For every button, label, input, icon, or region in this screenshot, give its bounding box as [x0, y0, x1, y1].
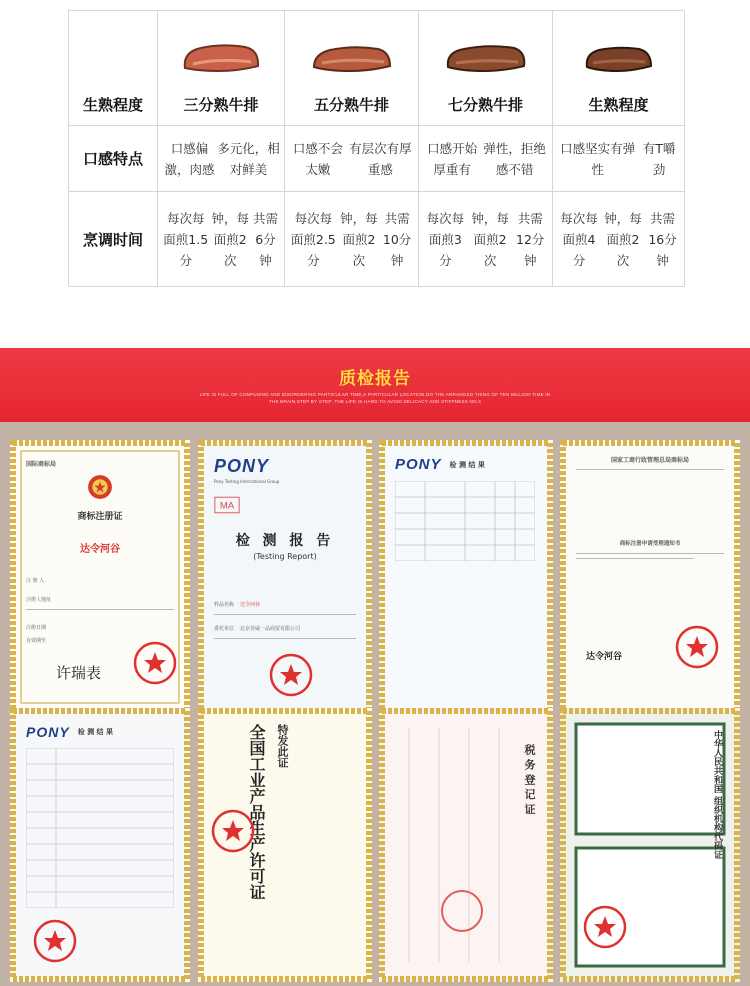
client-value: 北京谷威一品商贸有限公司 [240, 626, 301, 632]
client-label: 委托单位 [214, 626, 235, 632]
row-label-taste: 口感特点 [69, 126, 158, 192]
certificate-test-result-1 [379, 440, 553, 714]
cert-title-en: (Testing Report) [253, 552, 317, 561]
cert-title: 商标注册申请受理通知书 [619, 541, 681, 547]
row-label-cook-time: 烹调时间 [69, 192, 158, 287]
cert-field-address: 注册人地址 [26, 597, 52, 603]
steak-rare-icon [179, 40, 263, 74]
steak-medium-well-icon [444, 40, 528, 74]
steak-image-2 [285, 11, 419, 83]
cert-line2: 特发此证 [276, 724, 289, 768]
cert-field-date: 注册日期 [26, 625, 47, 631]
cert-field-registrant: 注 册 人 [26, 578, 45, 584]
column-header-4: 生熟程度 [553, 83, 685, 126]
red-seal-icon [674, 624, 720, 670]
taste-cell-3: 口感开始厚重有 弹性，拒绝感不错 [419, 126, 553, 192]
cert-title: 检 测 结 果 [449, 460, 485, 469]
certificate-organization-code [560, 708, 740, 982]
certificate-test-result-2 [10, 708, 190, 982]
table-corner [69, 11, 158, 83]
steak-image-4 [553, 11, 685, 83]
svg-text:MA: MA [219, 500, 235, 512]
cert-title: 检 测 结 果 [77, 728, 113, 736]
cert-title: 检 测 报 告 [235, 533, 335, 549]
quality-report-banner [0, 348, 750, 422]
sample-name-label: 样品名称 [214, 602, 235, 608]
cert-brand: 达令河谷 [586, 652, 623, 662]
cert-header: 国际商标局 [26, 461, 57, 468]
banner-subtitle: LIFE IS FULL OF CONFUSING AND DISORDERING PARTICULAR TIME,A PARTICULAR LOCATION,DO THE ARRANGED THING OF TEN MILLION TIME IN THE BRAIN,STEP BY STEP ,THE LIFE IS HARD TO AVOID DELICACY AND STIFFNESS NO.6 [199, 392, 551, 404]
taste-cell-2: 口感不会太嫩 有层次有厚重感 [285, 126, 419, 192]
steak-well-done-icon [577, 40, 661, 74]
certificate-trademark-notice [560, 440, 740, 714]
column-header-3: 七分熟牛排 [419, 83, 553, 126]
national-emblem-icon [86, 473, 114, 501]
sample-name-value: 达令河谷 [240, 602, 261, 608]
result-table-icon [395, 481, 535, 561]
certificate-testing-report [198, 440, 372, 714]
cert-title: 中华人民共和国 组织机构代码证 [712, 730, 722, 860]
red-seal-icon [32, 918, 78, 964]
column-header-1: 三分熟牛排 [158, 83, 285, 126]
certificate-tax-registration [379, 708, 553, 982]
cook-cell-1: 每次每面煎1.5分 钟，每面煎2次 共需6分钟 [158, 192, 285, 287]
cert-title: 税 务 登 记 证 [523, 744, 536, 815]
steak-medium-rare-icon [310, 40, 394, 74]
cook-cell-4: 每次每面煎4分 钟，每面煎2次 共需16分钟 [553, 192, 685, 287]
cert-title: 商标注册证 [77, 512, 123, 522]
certificate-gallery [0, 422, 750, 986]
cert-header: 国家工商行政管理总局商标局 [610, 457, 689, 464]
banner-title: 质检报告 [339, 369, 411, 389]
cert-title: 全国工业产品生产许可证 [247, 724, 266, 900]
row-label-doneness: 生熟程度 [69, 83, 158, 126]
cert-signature: 许瑞表 [56, 664, 102, 682]
certificate-trademark [10, 440, 190, 714]
red-seal-icon [439, 888, 485, 934]
pony-logo: PONY [26, 724, 70, 740]
steak-image-1 [158, 11, 285, 83]
red-seal-icon [132, 640, 178, 686]
result-table-icon [26, 748, 174, 908]
red-seal-icon [582, 904, 628, 950]
cert-field-expiry: 有效期至 [26, 638, 47, 644]
red-seal-icon [268, 652, 314, 698]
cook-cell-3: 每次每面煎3分 钟，每面煎2次 共需12分钟 [419, 192, 553, 287]
taste-cell-4: 口感坚实有弹性 有T嚼劲 [553, 126, 685, 192]
pony-logo-sub: Pony Testing International Group [214, 479, 280, 484]
cert-brand: 达令河谷 [80, 544, 120, 555]
column-header-2: 五分熟牛排 [285, 83, 419, 126]
cma-mark-icon [214, 496, 240, 514]
doneness-table [68, 10, 684, 286]
pony-logo: PONY [395, 456, 442, 473]
cook-cell-2: 每次每面煎2.5分 钟，每面煎2次 共需10分钟 [285, 192, 419, 287]
certificate-production-license [198, 708, 372, 982]
steak-image-3 [419, 11, 553, 83]
red-seal-icon [210, 808, 256, 854]
taste-cell-1: 口感偏激，肉感 多元化，相对鲜美 [158, 126, 285, 192]
pony-logo: PONY [214, 456, 270, 476]
